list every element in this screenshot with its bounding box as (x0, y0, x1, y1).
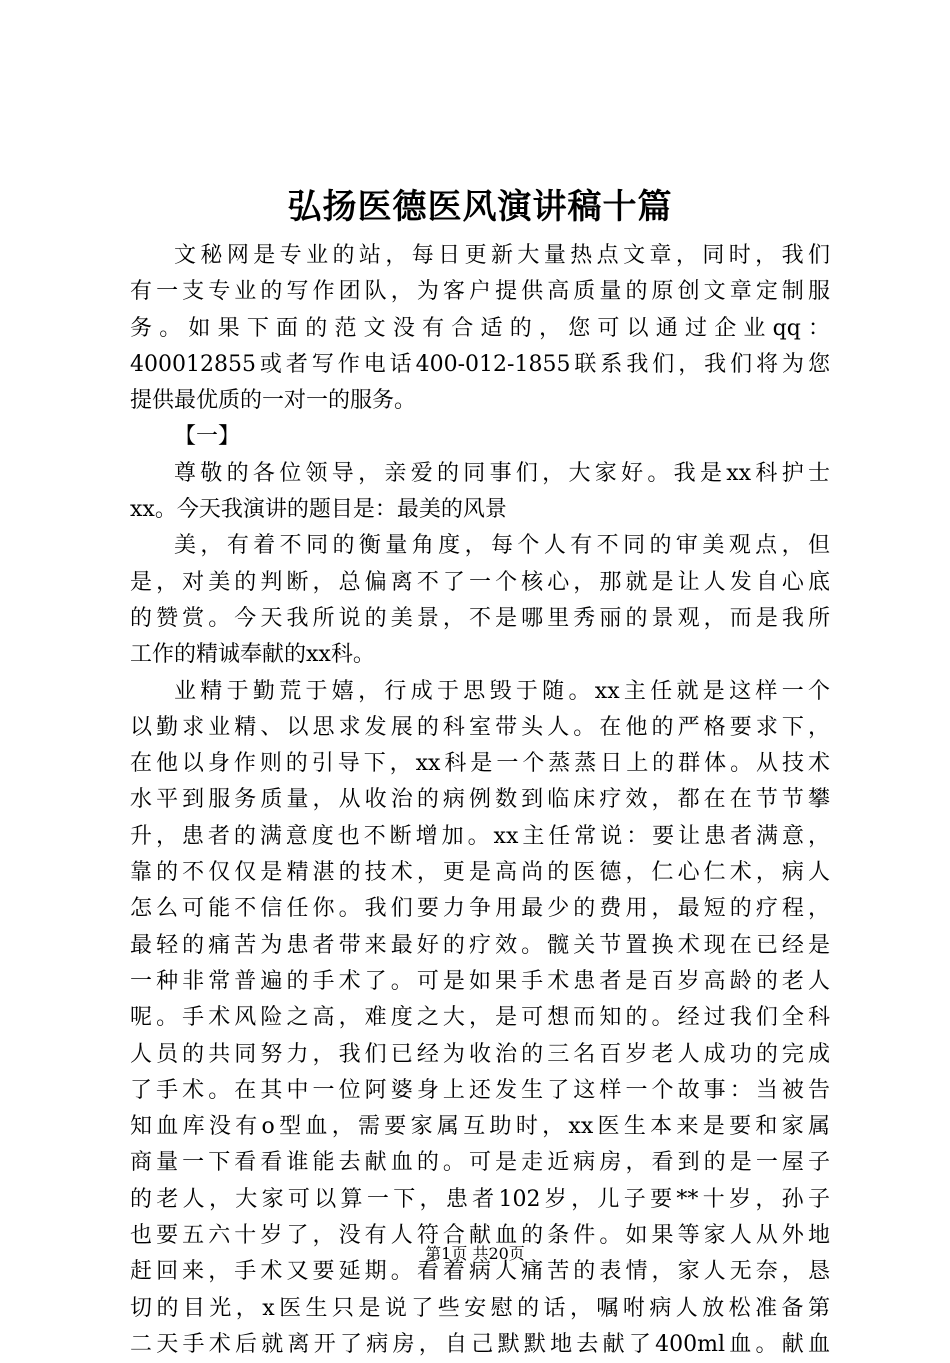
text-line: xx。今天我演讲的题目是：最美的风景 (130, 497, 507, 523)
text-line: 水平到服务质量，从收治的病例数到临床疗效，都在在节节攀 (130, 787, 830, 813)
text-line: 提供最优质的一对一的服务。 (130, 388, 417, 414)
text-line: 业精于勤荒于嬉，行成于思毁于随。xx主任就是这样一个 (174, 678, 830, 704)
text-line: 文秘网是专业的站，每日更新大量热点文章，同时，我们 (174, 243, 830, 268)
text-line: 务。如果下面的范文没有合适的，您可以通过企业qq： (130, 315, 830, 341)
text-line: 最轻的痛苦为患者带来最好的疗效。髋关节置换术现在已经是 (130, 932, 830, 958)
text-line: 升，患者的满意度也不断增加。xx主任常说：要让患者满意， (130, 823, 830, 849)
text-line: 呢。手术风险之高，难度之大，是可想而知的。经过我们全科 (130, 1005, 830, 1031)
text-line: 商量一下看看谁能去献血的。可是走近病房，看到的是一屋子 (130, 1150, 830, 1176)
text-line: 的赞赏。今天我所说的美景，不是哪里秀丽的景观，而是我所 (130, 605, 830, 631)
text-line: 二天手术后就离开了病房，自己默默地去献了400ml血。献血 (130, 1331, 830, 1357)
text-line: 靠的不仅仅是精湛的技术，更是高尚的医德，仁心仁术，病人 (130, 860, 830, 886)
text-line: 以勤求业精、以思求发展的科室带头人。在他的严格要求下， (130, 714, 830, 740)
text-line: 一种非常普遍的手术了。可是如果手术患者是百岁高龄的老人 (130, 968, 830, 994)
text-line: 在他以身作则的引导下，xx科是一个蒸蒸日上的群体。从技术 (130, 751, 830, 777)
text-line: 尊敬的各位领导，亲爱的同事们，大家好。我是xx科护士 (174, 460, 830, 486)
text-line: 切的目光，x医生只是说了些安慰的话，嘱咐病人放松准备第 (130, 1295, 830, 1321)
text-line: 【一】 (174, 424, 241, 450)
text-line: 赶回来，手术又要延期。看着病人痛苦的表情，家人无奈，恳 (130, 1259, 830, 1285)
text-line: 也要五六十岁了，没有人符合献血的条件。如果等家人从外地 (130, 1223, 830, 1249)
page-footer: 第1页 共20页 (425, 1244, 525, 1263)
document-title: 弘扬医德医风演讲稿十篇 (287, 187, 673, 227)
text-line: 知血库没有o型血，需要家属互助时，xx医生本来是要和家属 (130, 1114, 830, 1140)
text-line: 的老人，大家可以算一下，患者102岁，儿子要**十岁，孙子 (130, 1186, 830, 1212)
text-line: 工作的精诚奉献的xx科。 (130, 642, 375, 668)
text-line: 是，对美的判断，总偏离不了一个核心，那就是让人发自心底 (130, 569, 830, 595)
text-line: 400012855或者写作电话400-012-1855联系我们，我们将为您 (130, 351, 830, 377)
text-line: 怎么可能不信任你。我们要力争用最少的费用，最短的疗程， (130, 896, 830, 922)
text-line: 有一支专业的写作团队，为客户提供高质量的原创文章定制服 (130, 279, 830, 305)
text-line: 人员的共同努力，我们已经为收治的三名百岁老人成功的完成 (130, 1041, 830, 1067)
text-line: 美，有着不同的衡量角度，每个人有不同的审美观点，但 (174, 533, 830, 559)
text-line: 了手术。在其中一位阿婆身上还发生了这样一个故事：当被告 (130, 1077, 830, 1103)
document-body (130, 238, 830, 1363)
